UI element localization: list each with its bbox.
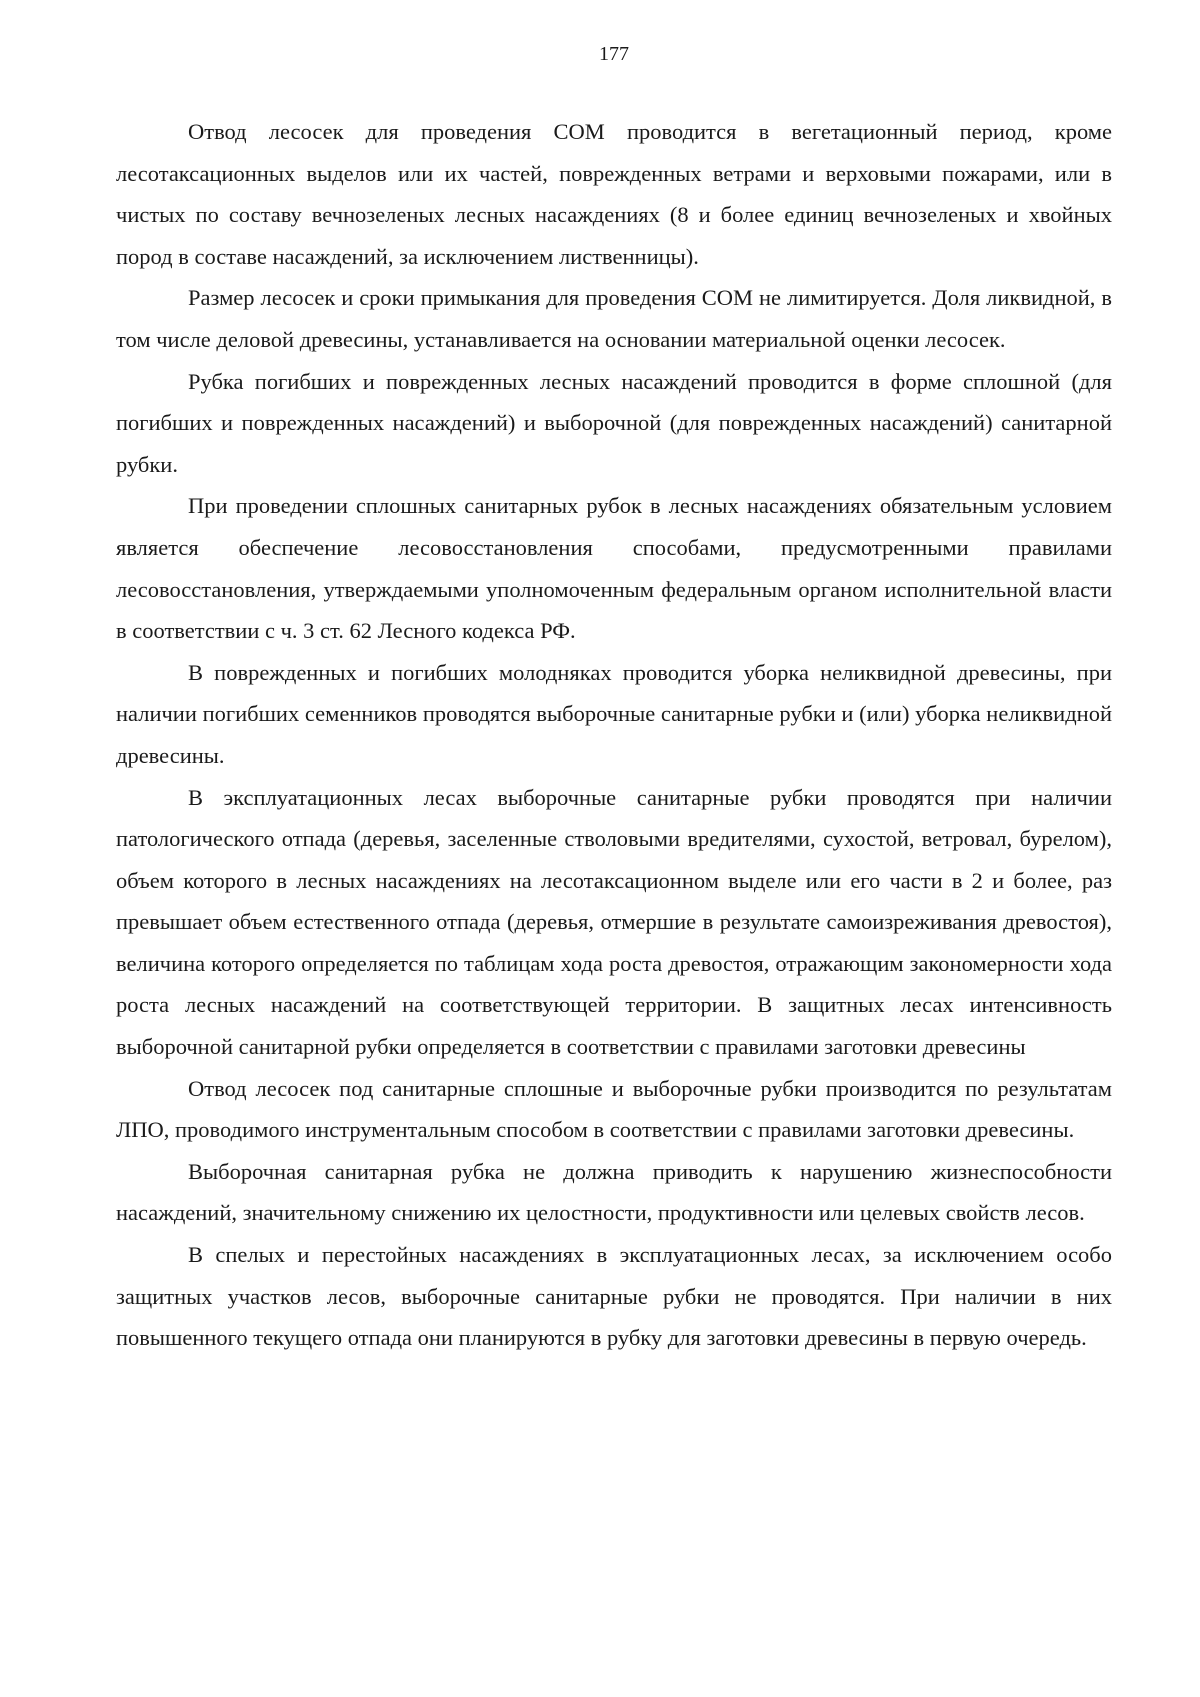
- paragraph-mature-stands: В спелых и перестойных насаждениях в эксплуатационных лесах, за исключением особо защитных участков лесов, выборочные санитарные рубки не проводятся. При наличии в них повышенного текущего отпада они планируются в рубку для заготовки древесины в первую очередь.: [116, 1242, 1112, 1351]
- paragraph-allotment-by-lpo: Отвод лесосек под санитарные сплошные и выборочные рубки производится по результатам ЛПО, проводимого инструментальным способом в соответствии с правилами заготовки древесины.: [116, 1075, 1112, 1143]
- paragraph-som-size: Размер лесосек и сроки примыкания для проведения СОМ не лимитируется. Доля ликвидной, в том числе деловой древесины, устанавливается на основании материальной оценки лесосек.: [116, 285, 1112, 352]
- paragraph-operational-forests: В эксплуатационных лесах выборочные санитарные рубки проводятся при наличии патологического отпада (деревья, заселенные стволовыми вредителями, сухостой, ветровал, бурелом), объем которого в лесных насаждениях на лесотаксационном выделе или его части в 2 и более, раз превышает объем естественного отпада (деревья, отмершие в результате самоизреживания древостоя), величина которого определяется по таблицам хода роста древостоя, отражающим закономерности хода роста лесных насаждений на соответствующей территории. В защитных лесах интенсивность выборочной санитарной рубки определяется в соответствии с правилами заготовки древесины: [116, 784, 1112, 1060]
- document-body: [116, 111, 1112, 1359]
- paragraph-clear-cutting-conditions: При проведении сплошных санитарных рубок в лесных насаждениях обязательным условием является обеспечение лесовосстановления способами, предусмотренными правилами лесовосстановления, утверждаемыми уполномоченным федеральным органом исполнительной власти в соответствии с ч. 3 ст. 62 Лесного кодекса РФ.: [116, 493, 1112, 644]
- page-number: 177: [599, 43, 629, 65]
- paragraph-young-stands: В поврежденных и погибших молодняках проводится уборка неликвидной древесины, при наличии погибших семенников проводятся выборочные санитарные рубки и (или) уборка неликвидной древесины.: [116, 659, 1112, 768]
- paragraph-felling-form: Рубка погибших и поврежденных лесных насаждений проводится в форме сплошной (для погибших и поврежденных насаждений) и выборочной (для поврежденных насаждений) санитарной рубки.: [116, 368, 1112, 477]
- paragraph-som-allotment: Отвод лесосек для проведения СОМ проводится в вегетационный период, кроме лесотаксационных выделов или их частей, поврежденных ветрами и верховыми пожарами, или в чистых по составу вечнозеленых лесных насаждениях (8 и более единиц вечнозеленых и хвойных пород в составе насаждений, за исключением лиственницы).: [116, 119, 1112, 269]
- paragraph-selective-felling-limits: Выборочная санитарная рубка не должна приводить к нарушению жизнеспособности насаждений, значительному снижению их целостности, продуктивности или целевых свойств лесов.: [116, 1158, 1112, 1226]
